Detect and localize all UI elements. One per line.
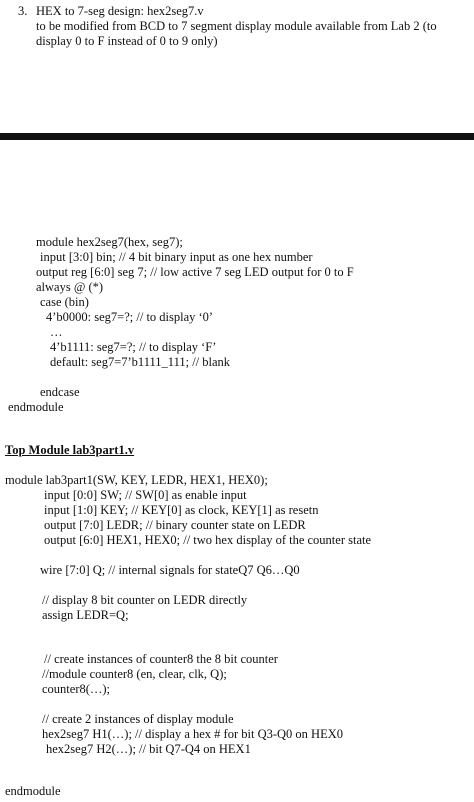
code-line: default: seg7=7’b1111_111; // blank — [50, 355, 231, 369]
code-line: hex2seg7 H2(…); // bit Q7-Q4 on HEX1 — [46, 742, 251, 756]
code-line: module hex2seg7(hex, seg7); — [36, 235, 183, 249]
code-line: hex2seg7 H1(…); // display a hex # for bit Q3-Q0 on HEX0 — [42, 727, 343, 741]
code-line: output [6:0] HEX1, HEX0; // two hex display of the counter state — [44, 533, 372, 547]
code-line: input [3:0] bin; // 4 bit binary input as one hex number — [40, 250, 313, 264]
code-line: input [1:0] KEY; // KEY[0] as clock, KEY[1] as resetn — [44, 503, 319, 517]
code-line: … — [50, 325, 63, 339]
code-line: input [0:0] SW; // SW[0] as enable input — [44, 488, 247, 502]
item-description-line-2: display 0 to F instead of 0 to 9 only) — [36, 34, 218, 48]
item-title: HEX to 7-seg design: hex2seg7.v — [36, 4, 204, 18]
code-line: endmodule — [8, 400, 64, 414]
code-line: output [7:0] LEDR; // binary counter state on LEDR — [44, 518, 306, 532]
top-module-heading: Top Module lab3part1.v — [5, 443, 135, 457]
code-line: counter8(…); — [42, 682, 111, 696]
code-line: 4’b1111: seg7=?; // to display ‘F’ — [50, 340, 217, 354]
code-line: assign LEDR=Q; — [42, 608, 129, 622]
code-line: case (bin) — [40, 295, 89, 309]
code-line: 4’b0000: seg7=?; // to display ‘0’ — [46, 310, 214, 324]
code-line: //module counter8 (en, clear, clk, Q); — [42, 667, 227, 681]
code-line: output reg [6:0] seg 7; // low active 7 seg LED output for 0 to F — [36, 265, 354, 279]
item-number: 3. — [18, 4, 28, 18]
code-line: endmodule — [5, 784, 61, 798]
code-line: // display 8 bit counter on LEDR directly — [42, 593, 248, 607]
item-description-line-1: to be modified from BCD to 7 segment display module available from Lab 2 (to — [36, 19, 437, 33]
code-line: // create instances of counter8 the 8 bit counter — [44, 652, 278, 666]
code-line: wire [7:0] Q; // internal signals for stateQ7 Q6…Q0 — [40, 563, 300, 577]
code-line: // create 2 instances of display module — [42, 712, 234, 726]
code-line: always @ (*) — [36, 280, 104, 294]
code-line: module lab3part1(SW, KEY, LEDR, HEX1, HEX0); — [5, 473, 268, 487]
code-line: endcase — [40, 385, 80, 399]
section-divider — [0, 133, 474, 140]
